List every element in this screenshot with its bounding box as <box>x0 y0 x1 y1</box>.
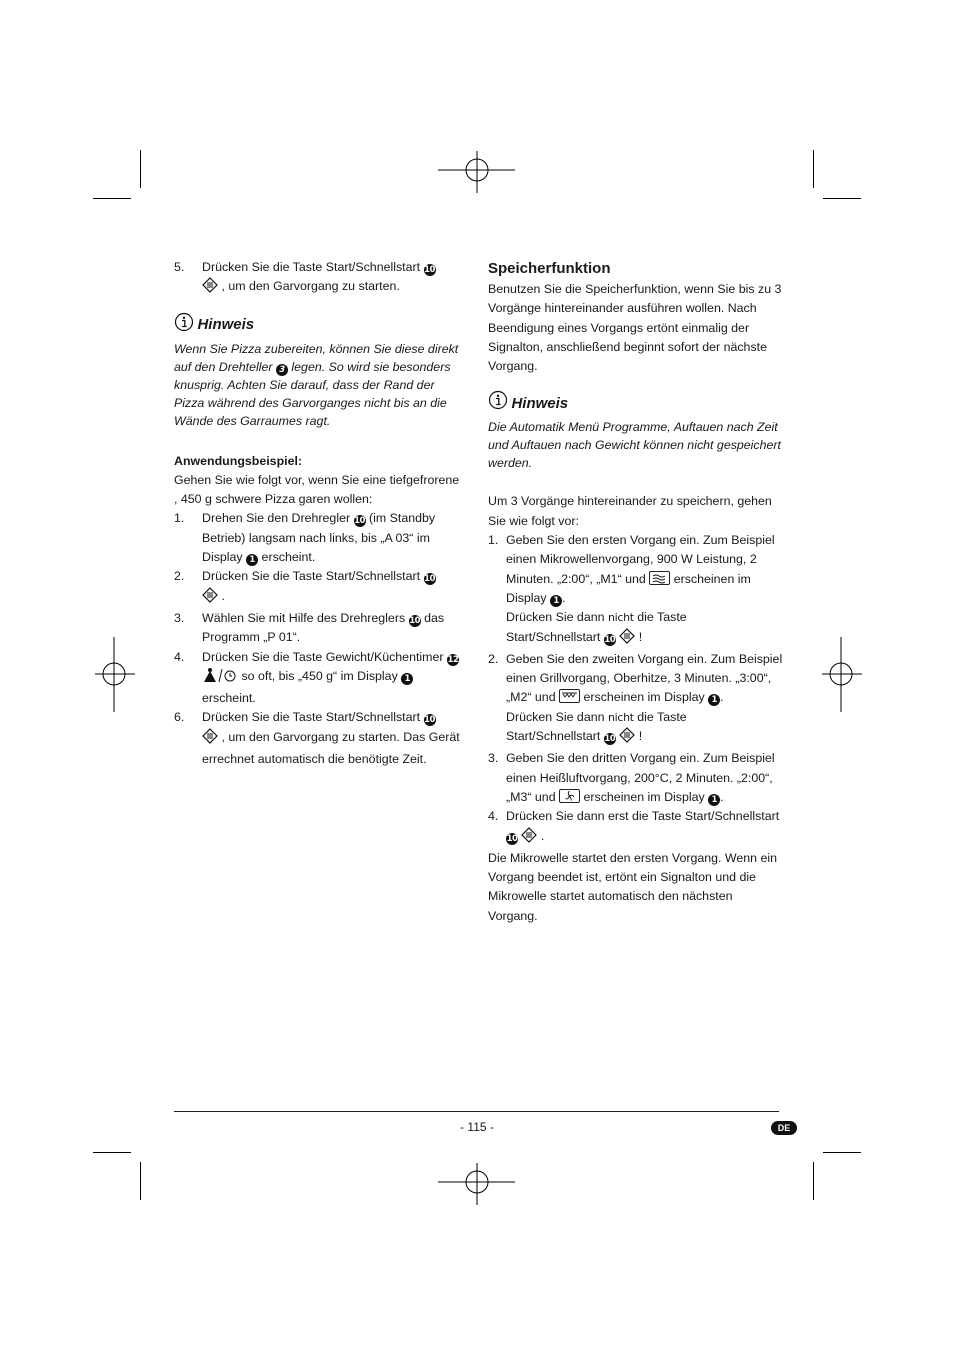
ref-badge: 10 <box>506 833 518 844</box>
ref-badge: 1 <box>708 694 720 706</box>
hint-heading: Hinweis <box>488 390 784 418</box>
registration-mark <box>820 636 864 714</box>
ref-badge: 10 <box>604 734 616 745</box>
list-item: 2. Geben Sie den zweiten Vorgang ein. Zum Beispiel einen Grillvorgang, Oberhitze, 3 Minuten. „3:00“, „M2“ und erscheinen im Display 1 . Drücken Sie dann nicht die Taste Start/Schnellstart 10 ! <box>488 650 784 749</box>
hint-heading: Hinweis <box>174 312 466 340</box>
ref-badge: 10 <box>604 634 616 645</box>
ref-badge: 10 <box>424 265 435 275</box>
ref-badge: 3 <box>276 364 288 376</box>
language-badge: DE <box>771 1121 797 1135</box>
page-number: - 115 - <box>460 1120 494 1134</box>
list-item: 1. Drehen Sie den Drehregler 10 (im Standby Betrieb) langsam nach links, bis „A 03“ im Display 1 erscheint. <box>174 511 436 566</box>
list-item: 2. Drücken Sie die Taste Start/Schnellstart 10 . <box>174 567 466 609</box>
ref-badge: 10 <box>424 574 435 585</box>
example-heading: Anwendungsbeispiel: <box>174 453 303 468</box>
emphasis-nicht: nicht <box>607 611 634 625</box>
list-item: 6. Drücken Sie die Taste Start/Schnellstart 10 , um den Garvorgang zu starten. Das Gerät errechnet automatisch die benötigte Zeit. <box>174 710 460 767</box>
example-intro: Gehen Sie wie folgt vor, wenn Sie eine tiefgefrorene , 450 g schwere Pizza garen wollen: <box>174 472 460 507</box>
ref-badge: 1 <box>401 673 413 685</box>
hint-text: Wenn Sie Pizza zubereiten, können Sie diese direkt auf den Drehteller 3 legen. So wird sie besonders knusprig. Achten Sie darauf, dass der Rand der Pizza während des Garvorganges nicht bis an die Wände des Garraumes ragt. <box>174 341 459 428</box>
start-button-icon <box>619 628 635 650</box>
example-steps <box>174 509 466 769</box>
start-button-icon <box>619 727 635 749</box>
emphasis-nicht: nicht <box>607 710 634 724</box>
list-item: 4. Drücken Sie dann erst die Taste Start/Schnellstart 10 . <box>488 807 784 849</box>
footer-divider <box>174 1111 779 1112</box>
hint-text: Die Automatik Menü Programme, Auftauen nach Zeit und Auftauen nach Gewicht können nicht gespeichert werden. <box>488 420 781 471</box>
section-intro: Benutzen Sie die Speicherfunktion, wenn Sie bis zu 3 Vorgänge hintereinander ausführen wollen. Nach Beendigung eines Vorgangs ertönt einmalig der Signalton, anschließend beginnt sofort der nächste Vorgang. <box>488 282 782 374</box>
weight-timer-icon <box>202 667 238 689</box>
steps-lead: Um 3 Vorgänge hintereinander zu speichern, gehen Sie wie folgt vor: <box>488 494 772 528</box>
ref-badge: 1 <box>550 595 562 607</box>
microwave-mode-icon <box>649 571 670 585</box>
list-item: 3. Geben Sie den dritten Vorgang ein. Zum Beispiel einen Heißluftvorgang, 200°C, 2 Minuten. „2:00“, „M3“ und erscheinen im Display 1 . <box>488 751 775 805</box>
registration-mark <box>93 636 137 714</box>
start-button-icon <box>202 587 218 609</box>
list-item: 5. Drücken Sie die Taste Start/Schnellstart 10 , um den Garvorgang zu starten. <box>174 258 466 300</box>
start-button-icon <box>521 827 537 849</box>
registration-mark <box>437 1162 517 1206</box>
ref-badge: 10 <box>424 715 435 726</box>
ref-badge: 10 <box>354 516 365 527</box>
ref-badge: 1 <box>246 554 258 566</box>
start-button-icon <box>202 728 218 750</box>
step-list <box>174 258 466 300</box>
info-icon <box>174 312 194 340</box>
ref-badge: 12 <box>447 654 459 665</box>
info-icon <box>488 390 508 418</box>
list-item: 4. Drücken Sie die Taste Gewicht/Küchentimer 12 so oft, bis „450 g“ im Display 1 erscheint. <box>174 649 459 706</box>
section-outro: Die Mikrowelle startet den ersten Vorgang. Wenn ein Vorgang beendet ist, ertönt ein Signalton und die Mikrowelle startet automatisch den nächsten Vorgang. <box>488 850 778 923</box>
ref-badge: 1 <box>708 794 720 806</box>
list-item: 3. Wählen Sie mit Hilfe des Drehreglers 10 das Programm „P 01“. <box>174 610 445 645</box>
right-column <box>488 258 784 926</box>
memory-steps <box>488 531 784 849</box>
grill-mode-icon <box>559 689 580 703</box>
section-heading: Speicherfunktion <box>488 260 611 277</box>
start-button-icon <box>202 277 218 299</box>
left-column <box>174 258 466 769</box>
registration-mark <box>437 150 517 194</box>
ref-badge: 10 <box>409 615 421 626</box>
convection-mode-icon <box>559 789 580 803</box>
list-item: 1. Geben Sie den ersten Vorgang ein. Zum Beispiel einen Mikrowellenvorgang, 900 W Leistung, 2 Minuten. „2:00“, „M1“ und erscheinen im Display 1 . Drücken Sie dann nicht die Taste Start/Schnellstart 10 ! <box>488 531 784 650</box>
